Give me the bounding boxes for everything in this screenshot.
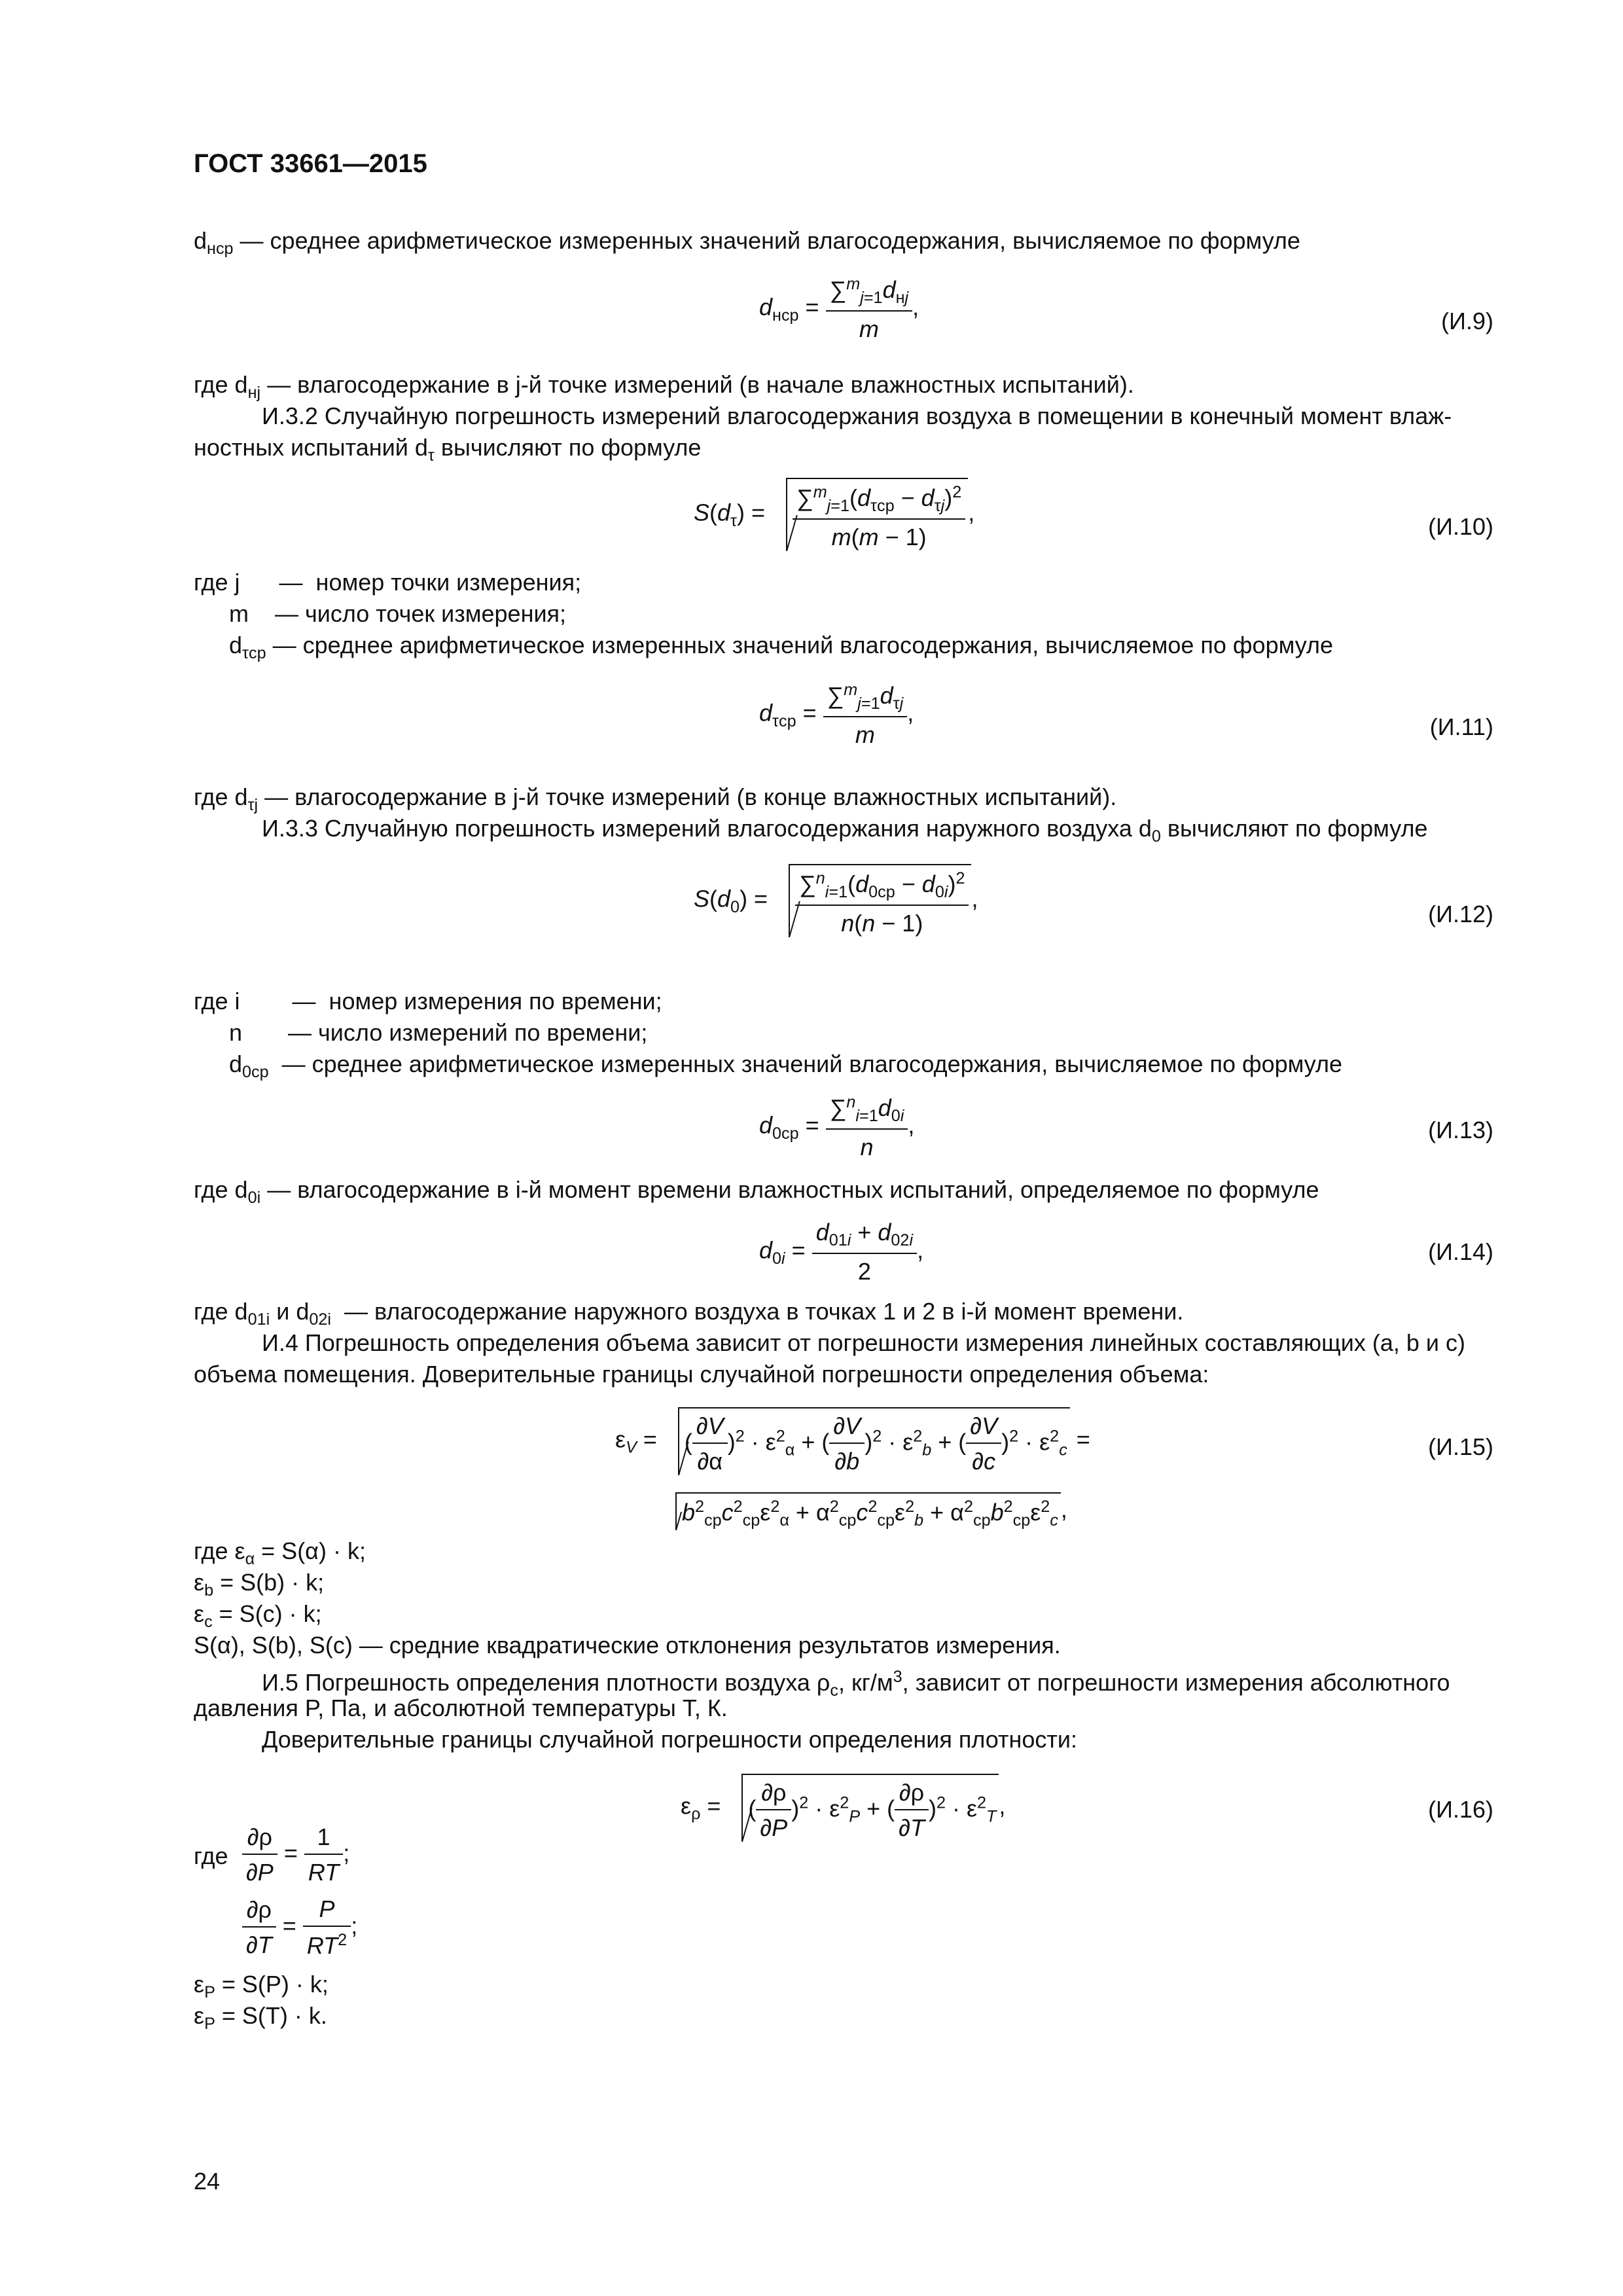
formula-i11: $d_{\tau ср}$ = $\frac{\sum^m_{j=1}d_{\tau j}}{m}$ , bbox=[759, 681, 914, 749]
text-line: где $d_{\tau j}$ — влагосодержание в j-й точке измерений (в конце влажностных испытаний). bbox=[194, 783, 1117, 815]
text-line: где $d_{0i}$ — влагосодержание в i-й момент времени влажностных испытаний, определяемое по формуле bbox=[194, 1176, 1319, 1208]
text-line: И.5 Погрешность определения плотности воздуха $\rho_c$, $кг/м^3$, зависит от погрешности измерения абсолютного bbox=[262, 1668, 1450, 1700]
text-line: $\varepsilon_b = S(b) \cdot k$; bbox=[194, 1569, 325, 1600]
text-line: S(α), S(b), S(c) — средние квадратические отклонения результатов измерения. bbox=[194, 1632, 1061, 1659]
text-line: n — число измерений по времени; bbox=[229, 1019, 648, 1046]
equation-number: (И.13) bbox=[1428, 1117, 1493, 1143]
page-number: 24 bbox=[194, 2168, 221, 2195]
text-line: $d_{0ср}$ — среднее арифметическое измеренных значений влагосодержания, вычисляемое по формуле bbox=[229, 1050, 1343, 1082]
text-line: где $d_{нj}$ — влагосодержание в j-й точке измерений (в начале влажностных испытаний). bbox=[194, 371, 1134, 403]
text-line: И.3.3 Случайную погрешность измерений влагосодержания наружного воздуха $d_0$ вычисляют по формуле bbox=[262, 815, 1428, 846]
text-line: $\varepsilon_P = S(P) \cdot k$; bbox=[194, 1971, 329, 2002]
text-line: И.3.2 Случайную погрешность измерений влагосодержания воздуха в помещении в конечный момент влаж- bbox=[262, 403, 1452, 429]
text-line: И.4 Погрешность определения объема зависит от погрешности измерения линейных составляющих (a, b и c) bbox=[262, 1329, 1466, 1356]
text-line: $\varepsilon_c = S(c) \cdot k$; bbox=[194, 1600, 322, 1632]
equation-number: (И.10) bbox=[1428, 513, 1493, 540]
text-line: ностных испытаний $d_\tau$ вычисляют по формуле bbox=[194, 434, 702, 465]
text-line: где $\varepsilon_\alpha = S(\alpha) \cdot k$; bbox=[194, 1537, 366, 1569]
text-line: давления P, Па, и абсолютной температуры T, К. bbox=[194, 1695, 728, 1721]
formula-i15-line1: $\varepsilon_V$ = ( $\frac{\partial V}{\partial\alpha}$ )$^2 \cdot \varepsilon^2_\alpha$ + ( $\frac{\partial V}{\partial b}$ )$^2 \cdot \varepsilon^2_b$ + ( $\frac{\partial V}{\partial c}$ )$^2 \cdot \varepsilon^2_c$ = bbox=[615, 1407, 1090, 1475]
formula-i16: $\varepsilon_\rho$ = ( $\frac{\partial\rho}{\partial P}$ )$^2 \cdot \varepsilon^2_P$ + ( $\frac{\partial\rho}{\partial T}$ )$^2 \cdot \varepsilon^2_T$ , bbox=[681, 1774, 1005, 1842]
text-line: где $d_{01i}$ и $d_{02i}$ — влагосодержание наружного воздуха в точках 1 и 2 в i-й момент времени. bbox=[194, 1298, 1184, 1329]
formula-drho-dt: $\frac{\partial\rho}{\partial T}$ = $\frac{P}{RT^2}$ ; bbox=[242, 1895, 357, 1960]
text-line: $\varepsilon_P = S(T) \cdot k$. bbox=[194, 2002, 327, 2034]
equation-number: (И.9) bbox=[1441, 308, 1493, 334]
formula-i10: $S(d_\tau)$ = $\frac{\sum^m_{j=1}(d_{\tau ср} - d_{\tau j})^2}{m(m - 1)}$ , bbox=[694, 478, 974, 551]
formula-i9: $d_{нср}$ = $\frac{\sum^m_{j=1}d_{нj}}{m}$ , bbox=[759, 275, 919, 343]
text-line: m — число точек измерения; bbox=[229, 600, 567, 627]
formula-i12: $S(d_0)$ = $\frac{\sum^n_{i=1}(d_{0ср} - d_{0i})^2}{n(n - 1)}$ , bbox=[694, 864, 978, 937]
text-line: $d_{\tau ср}$ — среднее арифметическое измеренных значений влагосодержания, вычисляемое по формуле bbox=[229, 632, 1333, 663]
formula-i14: $d_{0i}$ = $\frac{d_{01i} + d_{02i}}{2}$ , bbox=[759, 1219, 924, 1285]
page-header: ГОСТ 33661—2015 bbox=[194, 149, 427, 178]
formula-i13: $d_{0ср}$ = $\frac{\sum^n_{i=1}d_{0i}}{n}$ , bbox=[759, 1093, 915, 1161]
text-line: где bbox=[194, 1842, 228, 1869]
equation-number: (И.15) bbox=[1428, 1433, 1493, 1460]
equation-number: (И.12) bbox=[1428, 901, 1493, 927]
formula-i15-line2: $b^2_{ср}c^2_{ср}\varepsilon^2_\alpha + \alpha^2_{ср}c^2_{ср}\varepsilon^2_b + \alpha^2_{ср}b^2_{ср}\varepsilon^2_c$ , bbox=[661, 1492, 1067, 1530]
equation-number: (И.11) bbox=[1429, 713, 1493, 740]
equation-number: (И.14) bbox=[1428, 1238, 1493, 1265]
text-line: $d_{нср}$ — среднее арифметическое измеренных значений влагосодержания, вычисляемое по формуле bbox=[194, 227, 1300, 259]
text-line: Доверительные границы случайной погрешности определения плотности: bbox=[262, 1726, 1078, 1753]
text-line: где j — номер точки измерения; bbox=[194, 569, 582, 596]
text-line: где i — номер измерения по времени; bbox=[194, 988, 662, 1014]
text-line: объема помещения. Доверительные границы случайной погрешности определения объема: bbox=[194, 1361, 1209, 1388]
equation-number: (И.16) bbox=[1428, 1796, 1493, 1823]
formula-drho-dp: $\frac{\partial\rho}{\partial P}$ = $\frac{1}{RT}$ ; bbox=[242, 1823, 349, 1886]
